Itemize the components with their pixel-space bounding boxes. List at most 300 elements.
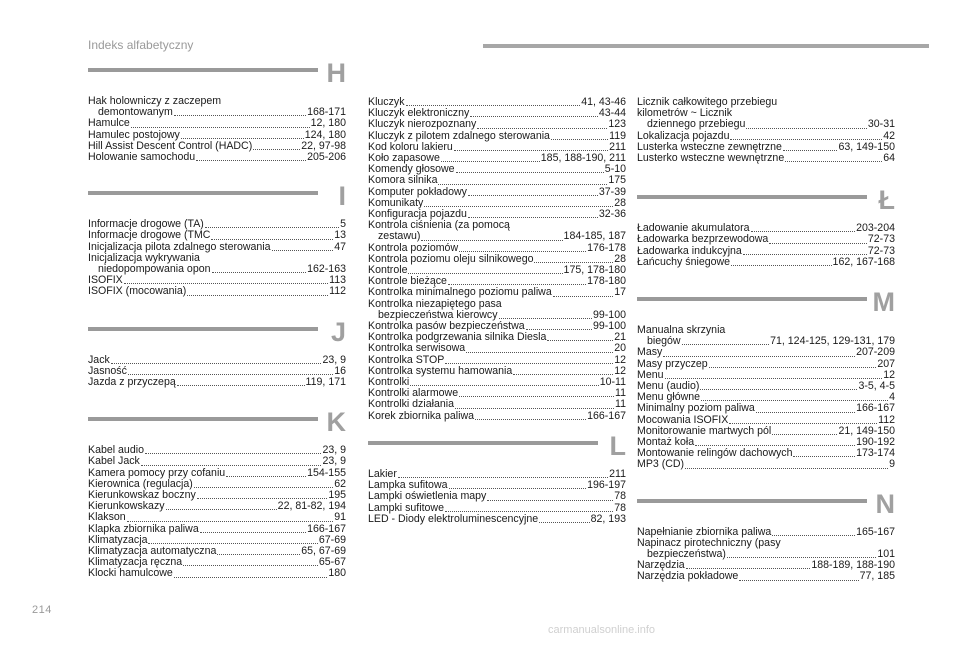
dot-leader <box>487 500 613 501</box>
index-entry-term: Lampka sufitowa <box>368 479 448 492</box>
index-entry-pages: 168-171 <box>307 106 346 119</box>
index-entry-pages: 173-174 <box>856 447 895 460</box>
index-entry-term: LED - Diody elektroluminescencyjne <box>368 512 539 525</box>
index-entry-pages: 180 <box>328 567 346 580</box>
index-entry-term: Kontrolki <box>368 376 410 389</box>
index-entry-term: Jack <box>88 353 110 366</box>
index-entry-pages: 16 <box>334 364 346 377</box>
dot-leader <box>454 150 608 151</box>
index-entry-term: Hamulec postojowy <box>88 128 180 141</box>
index-entry-term: Koło zapasowe <box>368 152 440 165</box>
section-l-stroke <box>637 185 895 268</box>
dot-leader <box>468 195 598 196</box>
index-entry <box>368 491 626 502</box>
index-entry-term: Menu <box>637 368 664 381</box>
dot-leader <box>410 385 598 386</box>
index-entry <box>88 152 346 163</box>
index-entry-pages: 82, 193 <box>590 512 626 525</box>
section-m <box>637 287 895 471</box>
dot-leader <box>174 115 306 116</box>
index-entry-term: Klapka zbiornika paliwa <box>88 522 199 535</box>
dot-leader <box>772 434 837 435</box>
index-entry-pages: 43-44 <box>598 107 626 120</box>
dot-leader <box>177 385 305 386</box>
dot-leader <box>421 240 562 241</box>
index-entry-pages: 188-189, 188-190 <box>811 559 895 572</box>
index-entry-term: Kluczyk <box>368 96 405 108</box>
index-entry <box>637 97 895 131</box>
dot-leader <box>205 227 339 228</box>
dot-leader <box>468 217 598 218</box>
index-entry-term: Informacje drogowe (TMC <box>88 229 211 242</box>
index-entry-pages: 72-73 <box>867 244 895 257</box>
dot-leader <box>197 498 328 499</box>
dot-leader <box>701 400 888 401</box>
column-middle <box>368 97 626 525</box>
index-entry <box>368 514 626 525</box>
section-letter-l: L <box>609 430 626 461</box>
dot-leader <box>743 254 867 255</box>
index-entry <box>88 568 346 579</box>
index-entry-term: Minimalny poziom paliwa <box>637 402 755 415</box>
dot-leader <box>226 476 306 477</box>
dot-leader <box>406 105 581 106</box>
index-entry-pages: 12 <box>614 353 626 366</box>
index-entry-pages: 203-204 <box>856 222 895 235</box>
watermark: carmanualsonline.info <box>548 624 656 636</box>
page-number: 214 <box>32 604 52 616</box>
index-entry-pages: 77, 185 <box>859 570 895 583</box>
index-entry-term: Kabel Jack <box>88 455 140 468</box>
index-entry <box>368 175 626 186</box>
index-entry-pages: 112 <box>329 285 346 298</box>
index-entry <box>637 403 895 414</box>
index-entry <box>368 119 626 130</box>
index-entry-pages: 12 <box>883 368 895 381</box>
dot-leader <box>685 468 888 469</box>
index-entry-pages: 64 <box>883 152 895 165</box>
index-entry-term: Kluczyk z pilotem zdalnego sterowania <box>368 129 550 142</box>
index-entry-term: biegów <box>647 335 681 348</box>
dot-leader <box>449 488 587 489</box>
index-entry-term: bezpieczeństwa) <box>647 548 726 561</box>
index-entry-term: Klimatyzacja automatyczna <box>88 545 217 558</box>
dot-leader <box>398 477 608 478</box>
index-entry-pages: 185, 188-190, 211 <box>540 152 626 165</box>
index-entry-pages: 154-155 <box>307 466 346 479</box>
index-entry-term: Lampki sufitowe <box>368 501 444 514</box>
dot-leader <box>730 139 882 140</box>
dot-leader <box>769 243 867 244</box>
dot-leader <box>148 543 317 544</box>
dot-leader <box>686 568 811 569</box>
section-letter-h: H <box>326 58 346 88</box>
index-entry-term: Komendy głosowe <box>368 163 455 176</box>
index-entry-pages: 67-69 <box>318 533 346 546</box>
index-entry-term: Kontrolka systemu hamowania <box>368 364 513 377</box>
index-entry-pages: 28 <box>614 252 626 265</box>
dot-leader <box>547 340 613 341</box>
index-entry <box>637 325 895 347</box>
section-letter-m: M <box>872 287 895 318</box>
section-j <box>88 316 346 389</box>
index-entry-term: Holowanie samochodu <box>88 151 196 164</box>
index-entry-term: Kierownica (regulacja) <box>88 477 193 490</box>
index-entry <box>368 343 626 354</box>
index-entry-term: ISOFIX <box>88 274 123 287</box>
index-entry <box>368 399 626 410</box>
dot-leader <box>700 389 857 390</box>
index-entry-term: Komputer pokładowy <box>368 185 467 198</box>
index-entry-pages: 72-73 <box>867 233 895 246</box>
index-entry <box>88 456 346 467</box>
index-entry-term: Kontrole bieżące <box>368 275 447 288</box>
index-entry-pages: 11 <box>615 387 626 400</box>
column-left <box>88 58 346 580</box>
index-entry-pages: 37-39 <box>598 185 626 198</box>
index-entry-pages: 62 <box>334 477 346 490</box>
index-entry-pages: 20 <box>614 342 626 355</box>
index-entry-term: Korek zbiornika paliwa <box>368 409 474 422</box>
index-entry-pages: 175 <box>608 174 626 187</box>
index-entry-heading: Inicjalizacja wykrywania <box>88 251 200 264</box>
index-entry <box>88 96 346 118</box>
index-entry-pages: 178-180 <box>587 275 626 288</box>
dot-leader <box>455 408 614 409</box>
index-entry-pages: 211 <box>609 467 626 480</box>
index-entry-term: Lakier <box>368 467 397 480</box>
index-entry-pages: 101 <box>877 548 895 561</box>
dot-leader <box>212 272 307 273</box>
index-entry-pages: 175, 178-180 <box>563 264 626 277</box>
index-entry <box>88 512 346 523</box>
index-entry-term: Jasność <box>88 364 127 377</box>
dot-leader <box>665 378 883 379</box>
index-entry-term: Inicjalizacja pilota zdalnego sterowania <box>88 240 271 253</box>
index-entry-term: Kluczyk elektroniczny <box>368 107 470 120</box>
index-entry-pages: 166-167 <box>856 402 895 415</box>
index-entry-pages: 11 <box>615 398 626 411</box>
index-entry-pages: 78 <box>614 490 626 503</box>
index-entry-term: Lampki oświetlenia mapy <box>368 490 487 503</box>
index-entry-term: Klimatyzacja <box>88 533 148 546</box>
index-entry-term: Masy <box>637 346 663 359</box>
index-entry-term: Montaż koła <box>637 436 695 449</box>
index-entry-term: niedopompowania opon <box>98 263 211 276</box>
index-entry-term: Kontrolki alarmowe <box>368 387 459 400</box>
index-entry-pages: 184-185, 187 <box>563 230 626 243</box>
section-letter-j: J <box>330 316 346 347</box>
index-entry-term: Lusterko wsteczne wewnętrzne <box>637 152 785 165</box>
dot-leader <box>166 509 277 510</box>
index-entry <box>637 459 895 470</box>
index-entry-term: MP3 (CD) <box>637 458 685 471</box>
index-entry-pages: 21, 149-150 <box>838 424 895 437</box>
index-entry-term: Kontrolka serwisowa <box>368 342 466 355</box>
index-entry-term: Mocowania ISOFIX <box>637 413 729 426</box>
dot-leader <box>217 554 300 555</box>
index-entry-pages: 13 <box>334 229 346 242</box>
section-letter-i: I <box>338 181 346 212</box>
section-k <box>88 407 346 580</box>
index-entry-term: zestawu) <box>378 230 421 243</box>
index-entry-pages: 113 <box>329 274 346 287</box>
index-entry-pages: 119, 171 <box>305 376 346 389</box>
section-k-continued <box>368 97 626 422</box>
index-entry-term: Ładowanie akumulatora <box>637 222 750 235</box>
dot-leader <box>466 352 613 353</box>
section-l-continued <box>637 97 895 164</box>
dot-leader <box>499 318 592 319</box>
dot-leader <box>272 250 334 251</box>
dot-leader <box>783 150 838 151</box>
index-entry-term: Lokalizacja pojazdu <box>637 129 730 142</box>
index-entry-term: Kierunkowskazy <box>88 500 165 513</box>
index-entry-pages: 196-197 <box>587 479 626 492</box>
index-entry-pages: 12 <box>614 364 626 377</box>
index-entry-pages: 22, 81-82, 194 <box>277 500 346 513</box>
index-entry-pages: 176-178 <box>587 241 626 254</box>
index-entry-term: demontowanym <box>98 106 173 119</box>
index-entry-pages: 65-67 <box>318 556 346 569</box>
index-entry-pages: 162-163 <box>307 263 346 276</box>
index-entry <box>368 287 626 298</box>
dot-leader <box>445 363 613 364</box>
index-entry-pages: 91 <box>334 511 346 524</box>
dot-leader <box>141 465 322 466</box>
index-entry-term: Kontrolka podgrzewania silnika Diesla <box>368 331 547 344</box>
dot-leader <box>441 161 540 162</box>
index-entry-pages: 190-192 <box>856 436 895 449</box>
index-entry-pages: 30-31 <box>867 118 895 131</box>
index-entry-pages: 65, 67-69 <box>301 545 346 558</box>
index-entry-pages: 23, 9 <box>322 455 346 468</box>
dot-leader <box>183 565 318 566</box>
index-entry-term: bezpieczeństwa kierowcy <box>378 308 498 321</box>
index-entry-term: Kamera pomocy przy cofaniu <box>88 466 226 479</box>
index-entry <box>368 299 626 321</box>
index-entry-term: Napełnianie zbiornika paliwa <box>637 525 772 538</box>
index-entry-term: Klakson <box>88 511 126 524</box>
index-entry-pages: 23, 9 <box>322 353 346 366</box>
index-entry-heading: Kontrola ciśnienia (za pomocą <box>368 219 510 232</box>
dot-leader <box>456 172 604 173</box>
index-entry-term: Kontrolka minimalnego poziomu paliwa <box>368 286 552 299</box>
index-entry-term: Kontrole <box>368 264 408 277</box>
dot-leader <box>526 329 592 330</box>
index-entry <box>368 220 626 242</box>
dot-leader <box>128 374 333 375</box>
index-entry-term: Narzędzia <box>637 559 685 572</box>
dot-leader <box>551 139 608 140</box>
index-entry-pages: 21 <box>614 331 626 344</box>
index-entry-pages: 123 <box>608 118 626 131</box>
index-entry-pages: 5 <box>340 218 346 231</box>
index-entry-term: dziennego przebiegu <box>647 118 746 131</box>
index-entry <box>88 501 346 512</box>
index-entry-pages: 71, 124-125, 129-131, 179 <box>770 335 895 348</box>
dot-leader <box>534 262 613 263</box>
section-i <box>88 181 346 298</box>
index-entry-pages: 119 <box>609 129 626 142</box>
index-entry-pages: 12, 180 <box>310 117 346 130</box>
dot-leader <box>513 374 613 375</box>
section-l <box>368 430 626 525</box>
index-entry <box>637 359 895 370</box>
index-entry-term: Klimatyzacja ręczna <box>88 556 183 569</box>
dot-leader <box>663 356 855 357</box>
dot-leader <box>539 522 589 523</box>
index-entry-pages: 3-5, 4-5 <box>858 380 895 393</box>
index-entry-heading: Napinacz pirotechniczny (pasy <box>637 536 781 549</box>
header-rule <box>483 44 929 48</box>
index-entry-pages: 63, 149-150 <box>838 140 895 153</box>
dot-leader <box>727 557 876 558</box>
index-entry-pages: 5-10 <box>604 163 626 176</box>
index-entry <box>88 377 346 388</box>
index-entry-pages: 165-167 <box>856 525 895 538</box>
section-h <box>88 58 346 164</box>
dot-leader <box>695 445 855 446</box>
dot-leader <box>181 138 304 139</box>
index-entry <box>637 571 895 582</box>
dot-leader <box>131 127 310 128</box>
dot-leader <box>200 532 306 533</box>
index-entry-term: Kabel audio <box>88 444 144 457</box>
index-entry-term: Masy przyczep <box>637 357 708 370</box>
dot-leader <box>709 367 877 368</box>
index-entry-term: Monitorowanie martwych pól <box>637 424 772 437</box>
dot-leader <box>448 284 586 285</box>
index-entry-term: Łańcuchy śniegowe <box>637 255 731 268</box>
section-letter-n: N <box>875 488 895 519</box>
dot-leader <box>459 251 586 252</box>
index-entry-term: Kod koloru lakieru <box>368 140 453 153</box>
index-entry-pages: 10-11 <box>599 376 626 389</box>
index-entry-term: Informacje drogowe (TA) <box>88 218 204 231</box>
dot-leader <box>438 184 607 185</box>
dot-leader <box>211 239 333 240</box>
index-entry <box>637 347 895 358</box>
index-entry-pages: 23, 9 <box>322 444 346 457</box>
index-entry-term: Kierunkowskaz boczny <box>88 489 196 502</box>
dot-leader <box>187 295 328 296</box>
index-entry-pages: 166-167 <box>587 409 626 422</box>
index-entry-pages: 211 <box>609 140 626 153</box>
index-entry-heading: kilometrów ~ Licznik <box>637 107 733 120</box>
index-entry-pages: 162, 167-168 <box>832 255 895 268</box>
index-entry-term: Komora silnika <box>368 174 438 187</box>
index-entry-term: Menu główne <box>637 391 701 404</box>
dot-leader <box>729 423 877 424</box>
index-entry-pages: 207-209 <box>856 346 895 359</box>
index-entry-heading: Manualna skrzynia <box>637 324 726 337</box>
index-entry-pages: 22, 97-98 <box>301 139 346 152</box>
index-entry-term: Kontrola poziomu oleju silnikowego <box>368 252 534 265</box>
index-entry-term: Lusterka wsteczne zewnętrzne <box>637 140 782 153</box>
dot-leader <box>196 160 306 161</box>
dot-leader <box>751 231 856 232</box>
section-n <box>637 488 895 583</box>
dot-leader <box>253 149 300 150</box>
index-entry <box>88 230 346 241</box>
index-entry-heading: Licznik całkowitego przebiegu <box>637 96 778 108</box>
index-entry <box>88 286 346 297</box>
header-title: Indeks alfabetyczny <box>88 38 194 52</box>
index-entry <box>637 257 895 268</box>
index-entry-heading: Kontrolka niezapiętego pasa <box>368 297 502 310</box>
dot-leader <box>145 453 321 454</box>
dot-leader <box>731 265 831 266</box>
index-entry-term: Kontrolki działania <box>368 398 454 411</box>
index-entry <box>368 411 626 422</box>
column-right <box>637 97 895 583</box>
dot-leader <box>682 344 770 345</box>
dot-leader <box>553 296 613 297</box>
dot-leader <box>174 577 328 578</box>
index-entry <box>88 253 346 275</box>
dot-leader <box>470 116 598 117</box>
index-entry-term: Kontrolka pasów bezpieczeństwa <box>368 320 525 333</box>
index-entry-term: Kluczyk nierozpoznany <box>368 118 477 131</box>
dot-leader <box>445 511 613 512</box>
index-entry-term: Narzędzia pokładowe <box>637 570 739 583</box>
dot-leader <box>194 487 333 488</box>
index-entry-pages: 207 <box>877 357 895 370</box>
index-entry-term: Kontrolka STOP <box>368 353 445 366</box>
index-entry-pages: 166-167 <box>307 522 346 535</box>
dot-leader <box>477 128 607 129</box>
index-entry-pages: 124, 180 <box>304 128 346 141</box>
dot-leader <box>459 396 614 397</box>
index-entry-pages: 41, 43-46 <box>581 96 626 108</box>
index-entry-pages: 4 <box>889 391 895 404</box>
index-entry-heading: Hak holowniczy z zaczepem <box>88 95 222 107</box>
dot-leader <box>124 283 328 284</box>
dot-leader <box>746 128 867 129</box>
index-entry-pages: 99-100 <box>593 320 626 333</box>
dot-leader <box>408 273 562 274</box>
section-letter-k: K <box>326 407 346 438</box>
index-entry-term: Montowanie relingów dachowych <box>637 447 793 460</box>
index-entry-term: ISOFIX (mocowania) <box>88 285 187 298</box>
dot-leader <box>424 206 613 207</box>
dot-leader <box>739 580 858 581</box>
index-entry-term: Kontrola poziomów <box>368 241 459 254</box>
index-entry-pages: 195 <box>328 489 346 502</box>
index-entry <box>637 538 895 560</box>
index-entry-pages: 28 <box>614 196 626 209</box>
index-entry-term: Klocki hamulcowe <box>88 567 173 580</box>
index-entry-pages: 205-206 <box>307 151 346 164</box>
index-entry-pages: 112 <box>878 413 895 426</box>
dot-leader <box>127 521 334 522</box>
dot-leader <box>475 419 586 420</box>
index-entry-pages: 9 <box>889 458 895 471</box>
index-entry <box>637 234 895 245</box>
index-entry <box>88 118 346 129</box>
index-entry-pages: 78 <box>614 501 626 514</box>
index-entry-pages: 17 <box>614 286 626 299</box>
index-entry-pages: 99-100 <box>593 308 626 321</box>
index-entry-term: Ładowarka bezprzewodowa <box>637 233 769 246</box>
dot-leader <box>111 363 322 364</box>
index-entry-pages: 47 <box>334 240 346 253</box>
dot-leader <box>756 412 855 413</box>
index-entry-term: Ładowarka indukcyjna <box>637 244 742 257</box>
index-entry-term: Hill Assist Descent Control (HADC) <box>88 139 253 152</box>
index-entry-term: Konfiguracja pojazdu <box>368 208 467 221</box>
